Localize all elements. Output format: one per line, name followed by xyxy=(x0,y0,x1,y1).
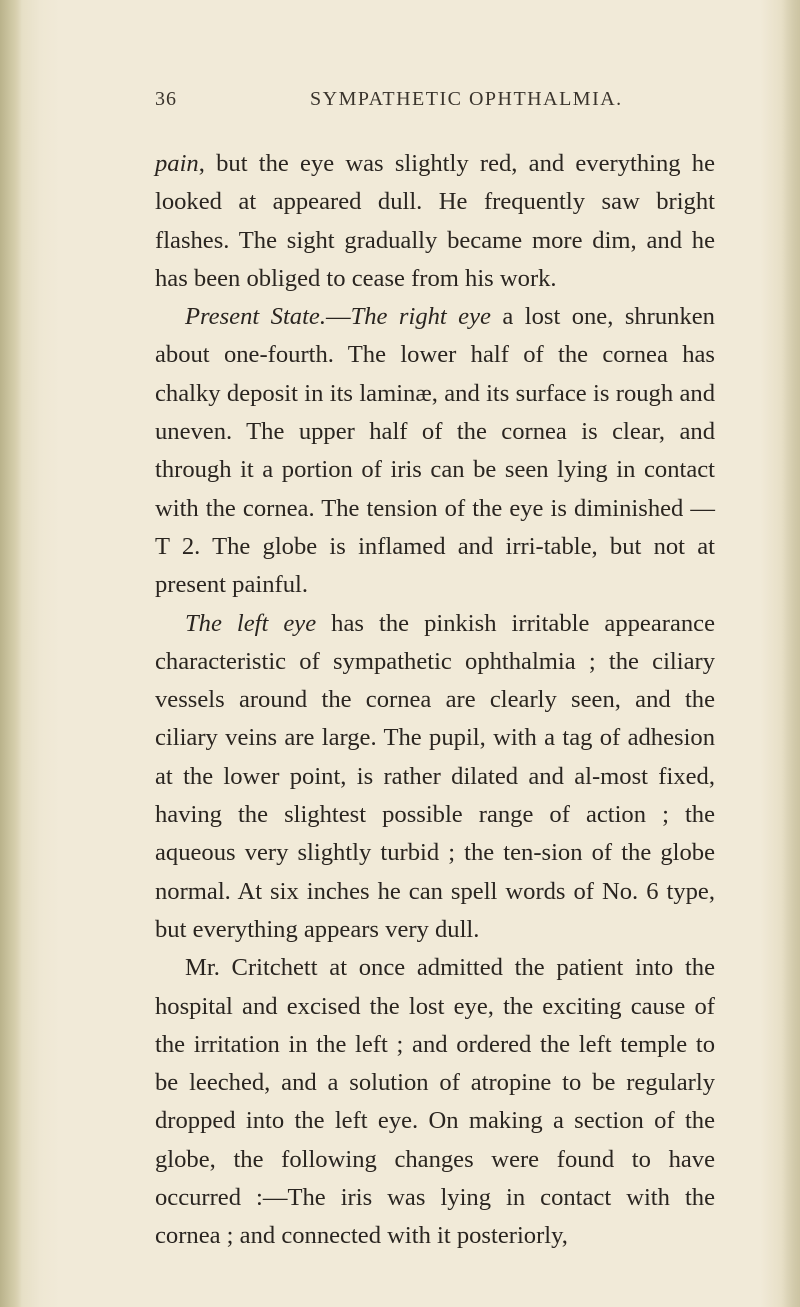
running-head: SYMPATHETIC OPHTHALMIA. xyxy=(310,88,623,110)
text-segment: , but the eye was slightly red, and everything he looked at appeared dull. He frequently saw bright flashes. The sight gradually became more dim, and he has been obliged to cease from his work. xyxy=(155,150,715,292)
text-segment: — xyxy=(325,303,351,331)
paragraph-1 xyxy=(155,145,715,298)
text-segment: a lost one, shrunken about one-fourth. The lower half of the cornea has chalky deposit in its laminæ, and its surface is rough and uneven. The upper half of the cornea is clear, and through it a portion of iris can be seen lying in contact with the cornea. The tension of the eye is diminished — T 2. The globe is inflamed and irri-table, but not at present painful. xyxy=(155,303,715,599)
text-segment: has the pinkish irritable appearance characteristic of sympathetic ophthalmia ; the ciliary vessels around the cornea are clearly seen, and the ciliary veins are large. The pupil, with a tag of adhesion at the lower point, is rather dilated and al-most fixed, having the slightest possible range of action ; the aqueous very slightly turbid ; the ten-sion of the globe normal. At six inches he can spell words of No. 6 type, but everything appears very dull. xyxy=(155,609,715,943)
text-segment: Mr. Critchett at once admitted the patient into the hospital and excised the lost eye, the exciting cause of the irritation in the left ; and ordered the left temple to be leeched, and a solution of atropine to be regularly dropped into the left eye. On making a section of the globe, the following changes were found to have occurred :—The iris was lying in contact with the cornea ; and connected with it posteriorly, xyxy=(155,954,715,1250)
text-segment: Present State. xyxy=(185,303,326,331)
paragraph-2 xyxy=(155,298,715,604)
text-segment: The right eye xyxy=(350,303,491,331)
page-number: 36 xyxy=(155,88,177,110)
page-gutter-shadow xyxy=(0,0,22,1307)
text-segment: The left eye xyxy=(185,609,317,637)
body-text xyxy=(155,145,715,1256)
page-edge-shadow xyxy=(782,0,800,1307)
text-segment: pain xyxy=(155,150,199,177)
page-header xyxy=(155,88,715,118)
paragraph-4 xyxy=(155,949,715,1255)
paragraph-3 xyxy=(155,605,715,950)
